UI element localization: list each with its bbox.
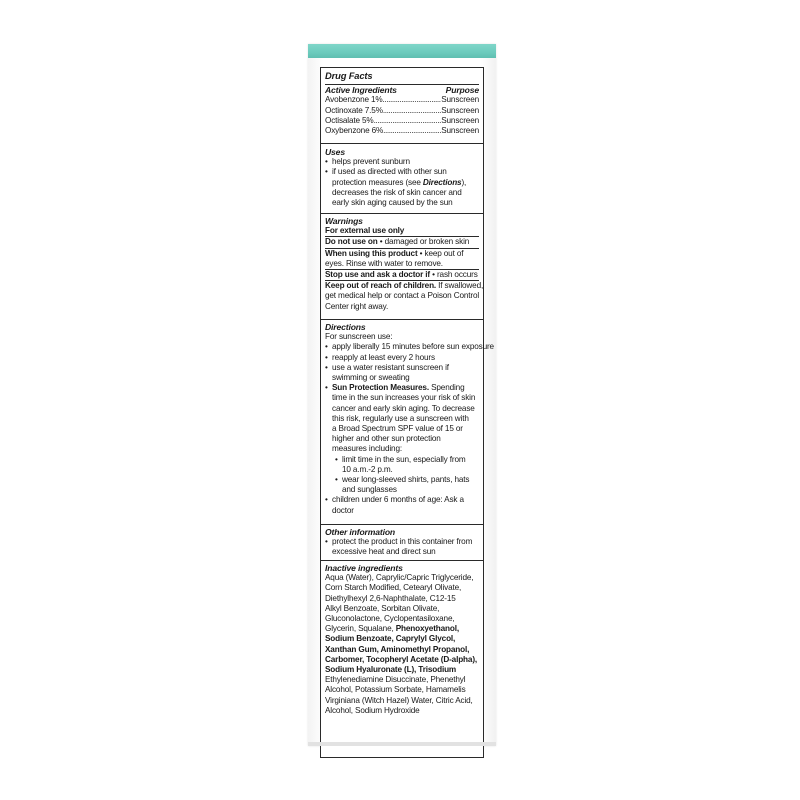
uses-item-cont: protection measures (see Directions), (332, 177, 467, 187)
other-info-section: Other information • protect the product in this container from excessive heat and direct sun (325, 527, 479, 558)
drug-facts-title: Drug Facts (325, 70, 373, 81)
active-header-row (325, 85, 479, 95)
inactive-heading: Inactive ingredients (325, 563, 403, 573)
drug-facts-panel (320, 67, 494, 758)
box-bottom-edge (308, 742, 496, 746)
active-heading: Active Ingredients (325, 85, 397, 96)
active-ingredients-section (325, 71, 479, 136)
directions-section: Directions For sunscreen use: • apply liberally 15 minutes before sun exposure • reapply at least every 2 hours • use a water resistant sunscreen if swimming or sweating • Sun Protection Measures. Spending time in the sun increases your risk of skin cancer and early skin aging. To decrease this risk, regularly use a sunscreen with a Broad Spectrum SPF value of 15 or higher and other sun protection measures including: • limit time in the sun, especially from 10 a.m.-2 p.m. • wear long-sleeved shirts, pants, hats and sunglasses • children under 6 months of age: Ask a doctor (325, 322, 479, 516)
section-divider (321, 213, 483, 214)
uses-item: • if used as directed with other sun (325, 167, 479, 177)
product-box (308, 44, 496, 746)
warnings-heading: Warnings (325, 216, 363, 226)
uses-item: • helps prevent sunburn (325, 157, 479, 167)
section-divider (321, 524, 483, 525)
ingredient-row: Avobenzone 1% ..... Sunscreen (325, 95, 479, 105)
ingredient-row: Octisalate 5% ..... Sunscreen (325, 116, 479, 126)
inactive-ingredients-section: Inactive ingredients Aqua (Water), Caprylic/Capric Triglyceride, Corn Starch Modified, Cetearyl Olivate, Diethylhexyl 2,6-Naphthalate, C12-15 Alkyl Benzoate, Sorbitan Olivate, Gluconolactone, Cyclopentasiloxane, Glycerin, Squalane, Phenoxyethanol, Sodium Benzoate, Caprylyl Glycol, Xanthan Gum, Aminomethyl Propanol, Carbomer, Tocopheryl Acetate (D-alpha), Sodium Hyaluronate (L), Trisodium Ethylenediamine Disuccinate, Phenethyl Alcohol, Potassium Sorbate, Hamamelis Virginiana (Witch Hazel) Water, Citric Acid, Alcohol, Sodium Hydroxide (325, 563, 478, 715)
section-divider (321, 560, 483, 561)
uses-heading: Uses (325, 147, 345, 157)
section-divider (321, 143, 483, 144)
warnings-section: Warnings For external use only Do not use on • damaged or broken skin When using this product • keep out of eyes. Rinse with water to remove. Stop use and ask a doctor if • rash occurs Keep out of reach of children. If swallowed, get medical help or contact a Poison Control Center right away. (325, 216, 484, 311)
directions-heading: Directions (325, 322, 366, 332)
ingredient-row: Octinoxate 7.5% ..... Sunscreen (325, 106, 479, 116)
uses-section: Uses • helps prevent sunburn • if used as directed with other sun protection measures (see Directions), decreases the risk of skin cancer and early skin aging caused by the sun (325, 147, 479, 208)
box-top-band (308, 44, 496, 58)
ingredient-row: Oxybenzone 6% ..... Sunscreen (325, 126, 479, 136)
section-divider (321, 319, 483, 320)
other-info-heading: Other information (325, 527, 396, 537)
purpose-heading: Purpose (445, 85, 479, 96)
